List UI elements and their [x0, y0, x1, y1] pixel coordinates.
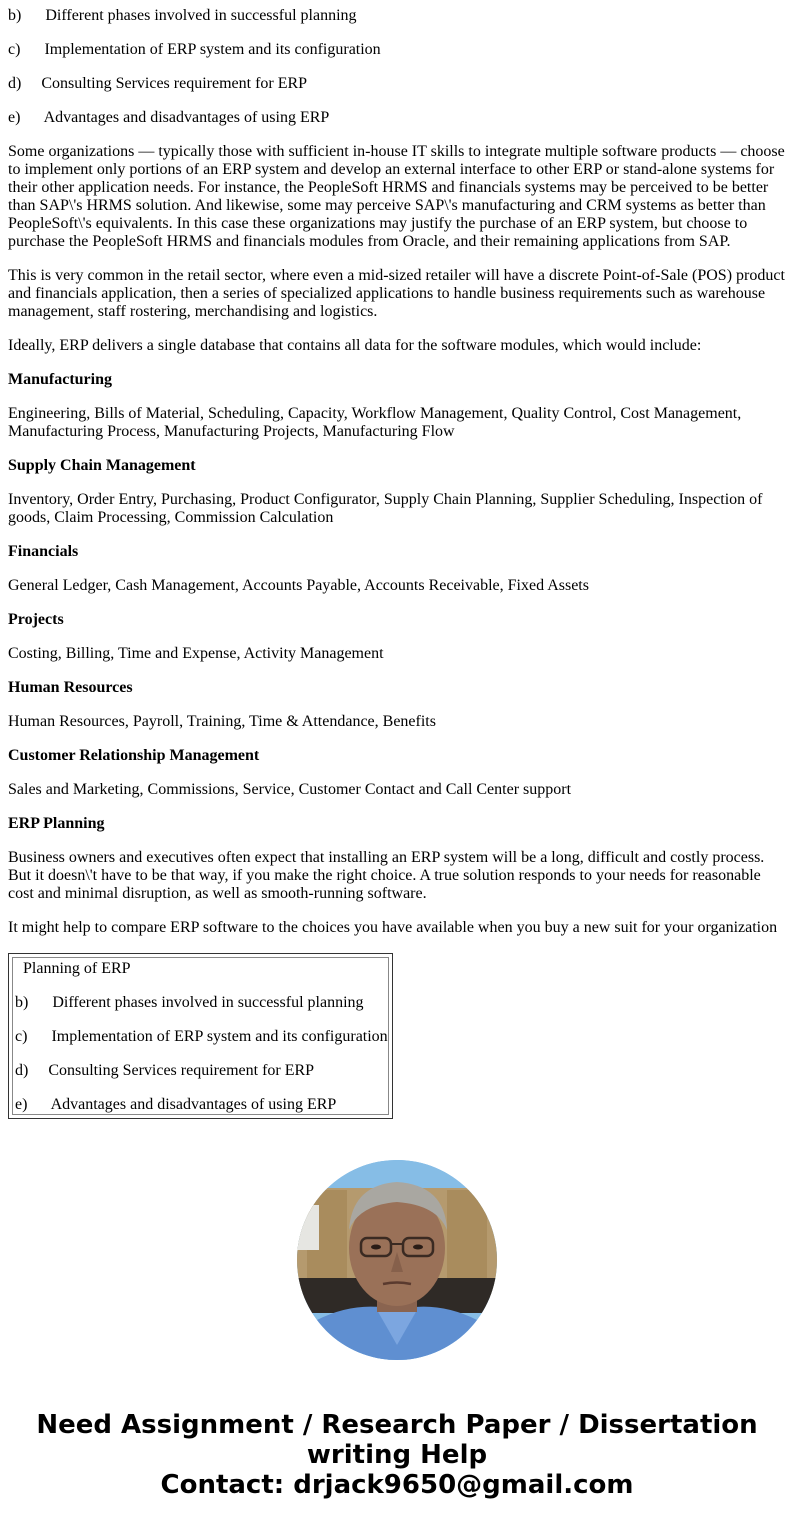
- paragraph-retail: This is very common in the retail sector, where even a mid-sized retailer will have a discrete Point-of-Sale (POS) product and financials application, then a series of specialized applications to handle business requirements such as warehouse management, staff rostering, merchandising and logistics.: [8, 267, 785, 320]
- document-body: [0, 7, 794, 1119]
- planning-box-item: d) Consulting Services requirement for ERP: [15, 1062, 315, 1079]
- module-body-human-resources: Human Resources, Payroll, Training, Time & Attendance, Benefits: [8, 713, 436, 730]
- module-heading-financials: Financials: [8, 543, 79, 560]
- module-body-supply-chain: Inventory, Order Entry, Purchasing, Product Configurator, Supply Chain Planning, Supplier Scheduling, Inspection of goods, Claim Processing, Commission Calculation: [8, 491, 763, 526]
- paragraph-partial-erp: Some organizations — typically those with sufficient in-house IT skills to integrate multiple software products — choose to implement only portions of an ERP system and develop an external interface to other ERP or stand-alone systems for their other application needs. For instance, the PeopleSoft HRMS and financials systems may be perceived to be better than SAP\'s HRMS solution. And likewise, some may perceive SAP\'s manufacturing and CRM systems as better than PeopleSoft\'s equivalents. In this case these organizations may justify the purchase of an ERP system, but choose to purchase the PeopleSoft HRMS and financials modules from Oracle, and their remaining applications from SAP.: [8, 143, 785, 250]
- module-heading-human-resources: Human Resources: [8, 679, 133, 696]
- avatar: [297, 1160, 497, 1360]
- module-body-financials: General Ledger, Cash Management, Accounts Payable, Accounts Receivable, Fixed Assets: [8, 577, 589, 594]
- module-body-manufacturing: Engineering, Bills of Material, Scheduling, Capacity, Workflow Management, Quality Control, Cost Management, Manufacturing Process, Manufacturing Projects, Manufacturing Flow: [8, 405, 742, 440]
- intro-list-item: e) Advantages and disadvantages of using ERP: [8, 109, 330, 126]
- planning-box-item: c) Implementation of ERP system and its configuration: [15, 1028, 388, 1045]
- intro-list-item: d) Consulting Services requirement for ERP: [8, 75, 308, 92]
- portrait-image: [297, 1160, 497, 1360]
- promo-contact-email: Contact: drjack9650@gmail.com: [160, 1470, 634, 1500]
- promo-banner: [0, 1410, 794, 1500]
- module-heading-supply-chain: Supply Chain Management: [8, 457, 196, 474]
- promo-line-2: writing Help: [306, 1440, 488, 1470]
- module-body-crm: Sales and Marketing, Commissions, Service, Customer Contact and Call Center support: [8, 781, 572, 798]
- intro-list-item: b) Different phases involved in successful planning: [8, 7, 357, 24]
- erp-planning-heading: ERP Planning: [8, 815, 105, 832]
- erp-planning-paragraph: Business owners and executives often expect that installing an ERP system will be a long, difficult and costly process. But it doesn\'t have to be that way, if you make the right choice. A true solution responds to your needs for reasonable cost and minimal disruption, as well as smooth-running software.: [8, 849, 765, 902]
- promo-line-1: Need Assignment / Research Paper / Dissertation: [36, 1410, 758, 1440]
- planning-box: [8, 953, 393, 1119]
- intro-list-item: c) Implementation of ERP system and its configuration: [8, 41, 381, 58]
- module-body-projects: Costing, Billing, Time and Expense, Activity Management: [8, 645, 384, 662]
- planning-box-item: e) Advantages and disadvantages of using ERP: [15, 1096, 337, 1113]
- planning-box-title: Planning of ERP: [23, 960, 131, 977]
- paragraph-single-database: Ideally, ERP delivers a single database that contains all data for the software modules, which would include:: [8, 337, 702, 354]
- planning-box-cell: [12, 957, 389, 1115]
- planning-box-item: b) Different phases involved in successful planning: [15, 994, 364, 1011]
- module-heading-crm: Customer Relationship Management: [8, 747, 260, 764]
- module-heading-manufacturing: Manufacturing: [8, 371, 112, 388]
- erp-planning-suit-paragraph: It might help to compare ERP software to the choices you have available when you buy a new suit for your organization: [8, 919, 778, 936]
- module-heading-projects: Projects: [8, 611, 64, 628]
